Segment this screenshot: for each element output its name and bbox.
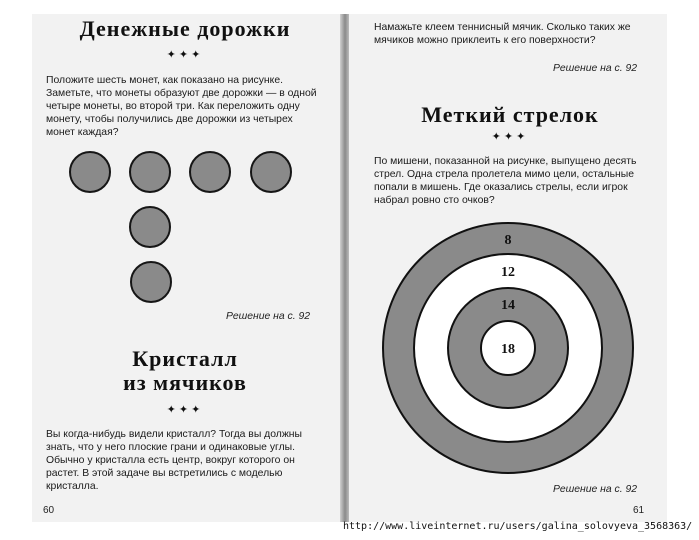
watermark-url: http://www.liveinternet.ru/users/galina_solovyeva_3568363/ [343, 521, 693, 532]
puzzle-text-crystal: Вы когда-нибудь видели кристалл? Тогда вы должны знать, что у него плоские грани и одинаковые углы. Обычно у кристалла есть центр, вокруг которого он растет. В этой задаче вы встретились с моделью кристалла. [46, 429, 303, 492]
solution-reference: Решение на с. 92 [226, 311, 311, 322]
coin [250, 151, 292, 193]
target-score-14: 14 [501, 298, 515, 313]
target-score-18: 18 [501, 342, 515, 357]
coin [69, 151, 111, 193]
title-line-1: Кристалл [132, 346, 238, 371]
solution-reference: Решение на с. 92 [553, 63, 638, 74]
coin [189, 151, 231, 193]
solution-reference: Решение на с. 92 [553, 484, 638, 495]
page-number-left: 60 [43, 505, 55, 516]
target-diagram [380, 220, 638, 478]
puzzle-title-money-paths: Денежные дорожки [79, 16, 291, 41]
continuation-text: Намажьте клеем теннисный мячик. Сколько таких же мячиков можно приклеить к его поверхности? [374, 22, 631, 46]
coin [129, 206, 171, 248]
puzzle-title-crystal [40, 347, 330, 395]
target-score-8: 8 [504, 233, 512, 248]
ornament-diamonds: ✦✦✦ [491, 131, 529, 143]
target-score-12: 12 [501, 265, 515, 280]
page-number-right: 61 [633, 505, 645, 516]
coin [130, 261, 172, 303]
title-line-2: из мячиков [123, 370, 247, 395]
puzzle-title-marksman: Меткий стрелок [421, 102, 599, 127]
ornament-diamonds: ✦✦✦ [166, 49, 204, 61]
coin [129, 151, 171, 193]
puzzle-text-marksman: По мишени, показанной на рисунке, выпущено десять стрел. Одна стрела пролетела мимо цели, остальные попали в мишень. Где оказались стрелы, если игрок набрал ровно сто очков? [374, 156, 637, 206]
ornament-diamonds: ✦✦✦ [166, 404, 204, 416]
puzzle-text-money-paths: Положите шесть монет, как показано на рисунке. Заметьте, что монеты образуют две дорожки — в одной четыре монеты, во второй три. Как переложить одну монету, чтобы получились две дорожки из четырех монет каждая? [46, 75, 317, 138]
